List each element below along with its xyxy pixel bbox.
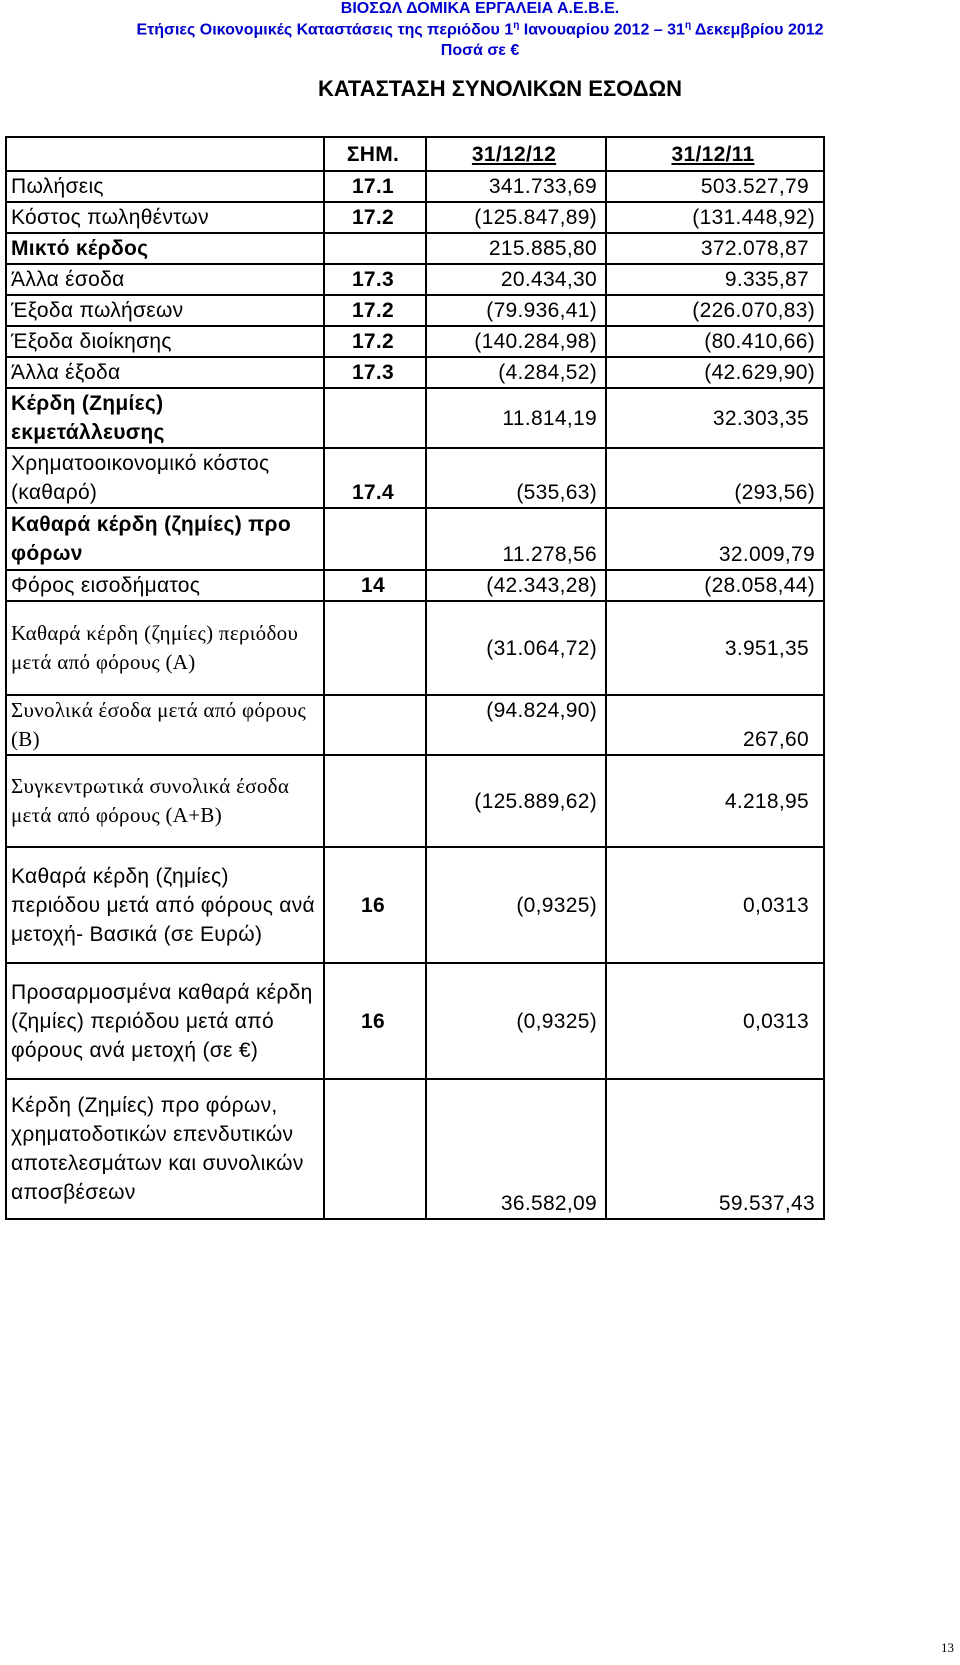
row-note: 17.2 — [324, 202, 426, 233]
income-statement-table — [5, 136, 825, 1220]
row-value-2012: (31.064,72) — [426, 601, 606, 695]
row-label: Κόστος πωληθέντων — [6, 202, 324, 233]
table-row — [6, 695, 824, 755]
row-value-2011: 9.335,87 — [606, 264, 824, 295]
row-value-2012: (140.284,98) — [426, 326, 606, 357]
table-row — [6, 508, 824, 570]
period-text-b: Ιανουαρίου 2012 – 31 — [519, 21, 685, 39]
header-note: ΣΗΜ. — [324, 137, 426, 171]
row-label: Άλλα έξοδα — [6, 357, 324, 388]
row-value-2011: 267,60 — [606, 695, 824, 755]
row-value-2012: (535,63) — [426, 448, 606, 508]
header-2011: 31/12/11 — [606, 137, 824, 171]
row-value-2012: 11.278,56 — [426, 508, 606, 570]
row-note: 14 — [324, 570, 426, 601]
row-value-2011: 503.527,79 — [606, 171, 824, 202]
row-label: Έξοδα πωλήσεων — [6, 295, 324, 326]
company-name: ΒΙΟΣΩΛ ΔΟΜΙΚΑ ΕΡΓΑΛΕΙΑ Α.Ε.Β.Ε. — [340, 0, 620, 17]
row-label: Μικτό κέρδος — [6, 233, 324, 264]
row-note — [324, 695, 426, 755]
table-row — [6, 570, 824, 601]
row-label: Έξοδα διοίκησης — [6, 326, 324, 357]
row-value-2011: (131.448,92) — [606, 202, 824, 233]
row-note: 17.1 — [324, 171, 426, 202]
row-label: Άλλα έσοδα — [6, 264, 324, 295]
row-note: 16 — [324, 963, 426, 1079]
row-value-2012: (94.824,90) — [426, 695, 606, 755]
row-value-2011: 372.078,87 — [606, 233, 824, 264]
table-row — [6, 202, 824, 233]
row-note: 16 — [324, 847, 426, 963]
row-value-2011: 59.537,43 — [606, 1079, 824, 1219]
row-value-2012: (0,9325) — [426, 847, 606, 963]
row-label: Καθαρά κέρδη (ζημίες) περιόδου μετά από φόρους (Α) — [6, 601, 324, 695]
row-value-2011: 32.303,35 — [606, 388, 824, 448]
row-value-2011: 3.951,35 — [606, 601, 824, 695]
table-row — [6, 847, 824, 963]
table-row — [6, 601, 824, 695]
row-value-2011: (42.629,90) — [606, 357, 824, 388]
row-label: Συγκεντρωτικά συνολικά έσοδα μετά από φόρους (Α+Β) — [6, 755, 324, 847]
table-row — [6, 1079, 824, 1219]
row-note: 17.2 — [324, 295, 426, 326]
row-value-2012: 11.814,19 — [426, 388, 606, 448]
row-value-2011: 32.009,79 — [606, 508, 824, 570]
row-label: Κέρδη (Ζημίες) εκμετάλλευσης — [6, 388, 324, 448]
period-text-c: Δεκεμβρίου 2012 — [691, 21, 824, 39]
row-note: 17.4 — [324, 448, 426, 508]
row-value-2011: (226.070,83) — [606, 295, 824, 326]
row-note — [324, 1079, 426, 1219]
table-row — [6, 388, 824, 448]
currency-note: Ποσά σε € — [440, 42, 520, 59]
table-row — [6, 755, 824, 847]
period-sup-2: η — [684, 20, 692, 31]
row-value-2011: 0,0313 — [606, 847, 824, 963]
row-note: 17.3 — [324, 264, 426, 295]
table-row — [6, 295, 824, 326]
statement-title: ΚΑΤΑΣΤΑΣΗ ΣΥΝΟΛΙΚΩΝ ΕΣΟΔΩΝ — [317, 76, 683, 101]
table-row — [6, 448, 824, 508]
row-value-2012: (125.847,89) — [426, 202, 606, 233]
header-2012: 31/12/12 — [426, 137, 606, 171]
row-label: Κέρδη (Ζημίες) προ φόρων, χρηματοδοτικών επενδυτικών αποτελεσμάτων και συνολικών αποσβέσεων — [6, 1079, 324, 1219]
row-label: Καθαρά κέρδη (ζημίες) προ φόρων — [6, 508, 324, 570]
page-number: 13 — [941, 1640, 954, 1655]
table-row — [6, 233, 824, 264]
row-value-2012: (79.936,41) — [426, 295, 606, 326]
row-value-2011: (28.058,44) — [606, 570, 824, 601]
row-value-2012: (4.284,52) — [426, 357, 606, 388]
row-note — [324, 388, 426, 448]
row-label: Πωλήσεις — [6, 171, 324, 202]
table-row — [6, 171, 824, 202]
row-value-2012: (125.889,62) — [426, 755, 606, 847]
row-note — [324, 233, 426, 264]
row-value-2012: 215.885,80 — [426, 233, 606, 264]
row-value-2012: (42.343,28) — [426, 570, 606, 601]
period-subtitle — [0, 20, 960, 39]
table-row — [6, 963, 824, 1079]
row-value-2011: (293,56) — [606, 448, 824, 508]
row-label: Χρηματοοικονομικό κόστος (καθαρό) — [6, 448, 324, 508]
row-value-2012: (0,9325) — [426, 963, 606, 1079]
row-label: Προσαρμοσμένα καθαρά κέρδη (ζημίες) περιόδου μετά από φόρους ανά μετοχή (σε €) — [6, 963, 324, 1079]
table-row — [6, 326, 824, 357]
header-label-cell — [6, 137, 324, 171]
row-note — [324, 601, 426, 695]
row-value-2011: (80.410,66) — [606, 326, 824, 357]
row-value-2012: 20.434,30 — [426, 264, 606, 295]
row-note: 17.2 — [324, 326, 426, 357]
row-note: 17.3 — [324, 357, 426, 388]
period-sup-1: η — [513, 20, 520, 31]
row-label: Φόρος εισοδήματος — [6, 570, 324, 601]
period-text-a: Ετήσιες Οικονομικές Καταστάσεις της περιόδου 1 — [136, 21, 514, 39]
row-label: Καθαρά κέρδη (ζημίες) περιόδου μετά από φόρους ανά μετοχή- Βασικά (σε Ευρώ) — [6, 847, 324, 963]
row-value-2012: 36.582,09 — [426, 1079, 606, 1219]
table-row — [6, 264, 824, 295]
table-header-row — [6, 137, 824, 171]
row-value-2011: 0,0313 — [606, 963, 824, 1079]
row-label: Συνολικά έσοδα μετά από φόρους (Β) — [6, 695, 324, 755]
row-note — [324, 508, 426, 570]
row-value-2011: 4.218,95 — [606, 755, 824, 847]
row-note — [324, 755, 426, 847]
row-value-2012: 341.733,69 — [426, 171, 606, 202]
table-row — [6, 357, 824, 388]
